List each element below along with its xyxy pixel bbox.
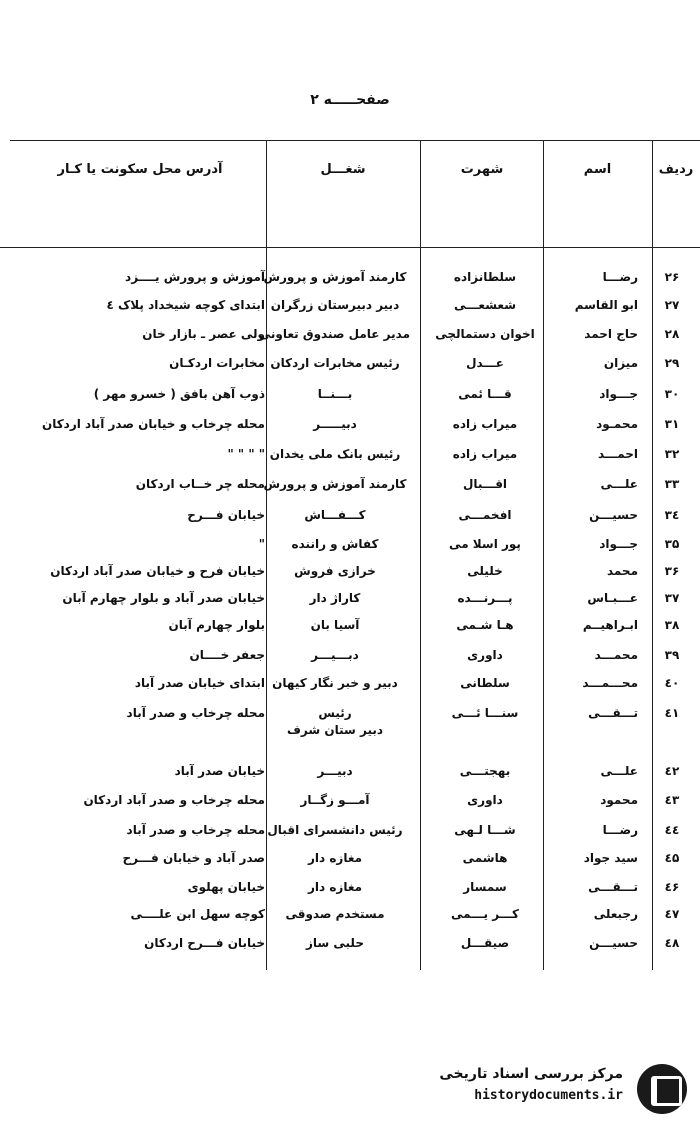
row-job: رئیس دانشسرای اقبال xyxy=(267,823,403,837)
row-address: ابتدای خیابان صدر آباد xyxy=(134,676,265,690)
row-address: صدر آباد و خیابان فـــرح xyxy=(122,851,265,865)
page-title: صفحـــــه ۲ xyxy=(310,92,390,108)
row-name: حاج احمد xyxy=(584,327,638,341)
header-address: آدرس محل سکونت یا کـار xyxy=(57,162,223,177)
row-name: علـــی xyxy=(600,764,638,778)
table-row xyxy=(0,706,700,737)
table-row xyxy=(0,823,700,849)
row-address: آموزش و پرورش یــــزد xyxy=(125,270,265,284)
row-job: مدیر عامل صندوق تعاونی xyxy=(258,327,410,341)
row-job: کاراژ دار xyxy=(309,591,361,605)
row-number: ۲۹ xyxy=(664,356,680,370)
table-row xyxy=(0,270,700,296)
row-number: ٤۷ xyxy=(664,907,680,921)
row-address: محله چرخاب و صدر آباد xyxy=(126,823,265,837)
row-name: میزان xyxy=(603,356,638,370)
table-top-border xyxy=(10,140,700,141)
row-family: اخوان دستمالچی xyxy=(435,327,535,341)
row-name: حسیـــن xyxy=(589,936,638,950)
row-name: تـــقـــی xyxy=(588,706,638,720)
row-family: میراب زاده xyxy=(452,417,518,431)
row-number: ۳۰ xyxy=(664,387,680,401)
row-number: ۳۹ xyxy=(664,648,680,662)
row-address: خیابان صدر آباد xyxy=(174,764,265,778)
row-name: احمـــد xyxy=(597,447,638,461)
row-number: ٤۱ xyxy=(664,706,680,720)
table-row xyxy=(0,793,700,819)
row-family: هـا شـمی xyxy=(456,618,514,632)
table-row xyxy=(0,387,700,413)
row-name: ابو القاسم xyxy=(574,298,638,312)
row-address: خیابان فـــرح اردکان xyxy=(144,936,265,950)
row-name: محـــمـــد xyxy=(582,676,638,690)
header-num: ردیف xyxy=(658,162,694,177)
row-job: مغازه دار xyxy=(307,880,363,894)
row-job: آسیا بان xyxy=(310,618,360,632)
row-job: دبـــیـــر xyxy=(311,648,359,662)
table-row xyxy=(0,356,700,382)
header-name: اسم xyxy=(583,162,612,177)
row-number: ٤٤ xyxy=(664,823,680,837)
table-row xyxy=(0,936,700,962)
watermark-url: historydocuments.ir xyxy=(474,1088,623,1103)
row-name: عـــبـاس xyxy=(587,591,638,605)
row-job: رئیس مخابرات اردکان xyxy=(270,356,400,370)
table-row xyxy=(0,676,700,702)
row-name: رضـــا xyxy=(602,823,638,837)
row-name: جـــواد xyxy=(599,537,638,551)
row-name: علـــی xyxy=(600,477,638,491)
header-job: شغـــل xyxy=(320,162,366,177)
row-number: ۳٤ xyxy=(664,508,680,522)
row-job: مغازه دار xyxy=(307,851,363,865)
row-name: محمد xyxy=(606,564,638,578)
row-number: ۲۶ xyxy=(664,270,680,284)
row-family: سلطانی xyxy=(460,676,510,690)
row-job: دبیر دبیرستان زرگران xyxy=(270,298,400,312)
row-number: ۳۵ xyxy=(664,537,680,551)
row-job: رئیس xyxy=(318,706,352,720)
row-address: ولی عصر ـ بازار خان xyxy=(142,327,265,341)
row-family: بهجتـــی xyxy=(459,764,511,778)
row-job: بـــنــا xyxy=(317,387,353,401)
table-row xyxy=(0,591,700,617)
row-family: سمسار xyxy=(463,880,507,894)
row-job: کـــفـــاش xyxy=(304,508,366,522)
row-number: ٤۰ xyxy=(664,676,680,690)
row-job: حلبی ساز xyxy=(306,936,364,950)
table-row xyxy=(0,417,700,443)
row-job: دبیـــــر xyxy=(313,417,357,431)
row-address: خیابان فرح و خیابان صدر آباد اردکان xyxy=(50,564,265,578)
table-row xyxy=(0,880,700,906)
row-number: ۳۱ xyxy=(664,417,680,431)
archive-logo-icon xyxy=(637,1064,687,1114)
row-family: کـــر یـــمی xyxy=(451,907,519,921)
row-number: ٤۳ xyxy=(664,793,680,807)
table-row xyxy=(0,764,700,790)
row-name: تـــقـــی xyxy=(588,880,638,894)
row-name: رضـــا xyxy=(602,270,638,284)
row-address: کوچه سهل ابن علــــی xyxy=(130,907,265,921)
row-name: محمـــد xyxy=(594,648,638,662)
row-job: کارمند آموزش و پرورش xyxy=(263,477,407,491)
row-family: صیقـــل xyxy=(460,936,510,950)
row-address: محله چرخاب و خیابان صدر آباد اردکان xyxy=(41,417,265,431)
row-address: محله چر خــاب اردکان xyxy=(135,477,265,491)
row-name: سید جواد xyxy=(583,851,638,865)
row-number: ٤۲ xyxy=(664,764,680,778)
row-job: دبیـــر xyxy=(317,764,353,778)
table-row xyxy=(0,618,700,644)
row-number: ٤۸ xyxy=(664,936,680,950)
row-address: محله چرخاب و صدر آباد اردکان xyxy=(83,793,265,807)
row-family: داوری xyxy=(467,648,503,662)
row-number: ٤۵ xyxy=(664,851,680,865)
row-job: خرازی فروش xyxy=(294,564,376,578)
row-family: اقـــبال xyxy=(462,477,508,491)
row-number: ۲۸ xyxy=(664,327,680,341)
table-row xyxy=(0,298,700,324)
row-number: ٤۶ xyxy=(664,880,680,894)
table-row xyxy=(0,907,700,933)
watermark-logo xyxy=(430,1060,695,1115)
row-family: داوری xyxy=(467,793,503,807)
row-family: میراب زاده xyxy=(452,447,518,461)
row-address: خیابان صدر آباد و بلوار چهارم آبان xyxy=(62,591,265,605)
table-row xyxy=(0,648,700,674)
table-row xyxy=(0,447,700,473)
row-job: آمـــو زگــار xyxy=(300,793,370,807)
row-address: ذوب آهن بافق ( خسرو مهر ) xyxy=(93,387,265,401)
table-header-border xyxy=(0,247,700,248)
header-family: شهرت xyxy=(460,162,504,177)
row-number: ۲۷ xyxy=(664,298,680,312)
row-number: ۳۷ xyxy=(664,591,680,605)
table-row xyxy=(0,327,700,353)
row-job: دبیر و خبر نگار کیهان xyxy=(272,676,398,690)
row-job-sub: دبیر ستان شرف xyxy=(286,723,384,737)
row-family: پور اسلا می xyxy=(449,537,521,551)
row-family: پـــرنـــده xyxy=(457,591,513,605)
row-address: مخابرات اردکـان xyxy=(169,356,265,370)
table-row xyxy=(0,477,700,503)
row-job: مستخدم صدوقی xyxy=(285,907,385,921)
row-address: محله چرخاب و صدر آباد xyxy=(126,706,265,720)
row-job: رئیس بانک ملی یخدان xyxy=(269,447,401,461)
row-name: محمـود xyxy=(596,417,638,431)
row-name: ابـراهیــم xyxy=(582,618,638,632)
table-row xyxy=(0,564,700,590)
row-family: شعشعـــی xyxy=(453,298,516,312)
row-address: خیابان پهلوی xyxy=(187,880,265,894)
row-address: خیابان فـــرح xyxy=(187,508,265,522)
row-number: ۳۲ xyxy=(664,447,680,461)
row-family: قـــا ئمی xyxy=(458,387,512,401)
row-family: افخمـــی xyxy=(458,508,512,522)
row-address: جعفر خــــان xyxy=(189,648,265,662)
row-number: ۳۶ xyxy=(664,564,680,578)
row-address: " " " " xyxy=(227,447,265,461)
table-row xyxy=(0,851,700,877)
watermark-title: مرکز بررسی اسناد تاریخی xyxy=(439,1066,623,1082)
row-name: محمود xyxy=(600,793,638,807)
row-family: خلیلی xyxy=(467,564,503,578)
row-family: شـــا لـهی xyxy=(454,823,516,837)
table-row xyxy=(0,508,700,534)
row-family: هاشمی xyxy=(462,851,508,865)
row-address: " xyxy=(258,537,265,551)
row-family: سلطانزاده xyxy=(453,270,517,284)
row-name: جـــواد xyxy=(599,387,638,401)
table-row xyxy=(0,537,700,563)
row-number: ۳۳ xyxy=(664,477,680,491)
row-family: سنـــا ئـــی xyxy=(451,706,519,720)
row-address: ابتدای کوچه شیخداد پلاک ٤ xyxy=(106,298,265,312)
row-job: کفاش و راننده xyxy=(291,537,379,551)
row-job: کارمند آموزش و پرورش xyxy=(263,270,407,284)
row-address: بلوار چهارم آبان xyxy=(168,618,265,632)
row-family: عـــدل xyxy=(466,356,504,370)
row-name: رجبعلی xyxy=(593,907,638,921)
row-number: ۳۸ xyxy=(664,618,680,632)
row-name: حسیـــن xyxy=(589,508,638,522)
